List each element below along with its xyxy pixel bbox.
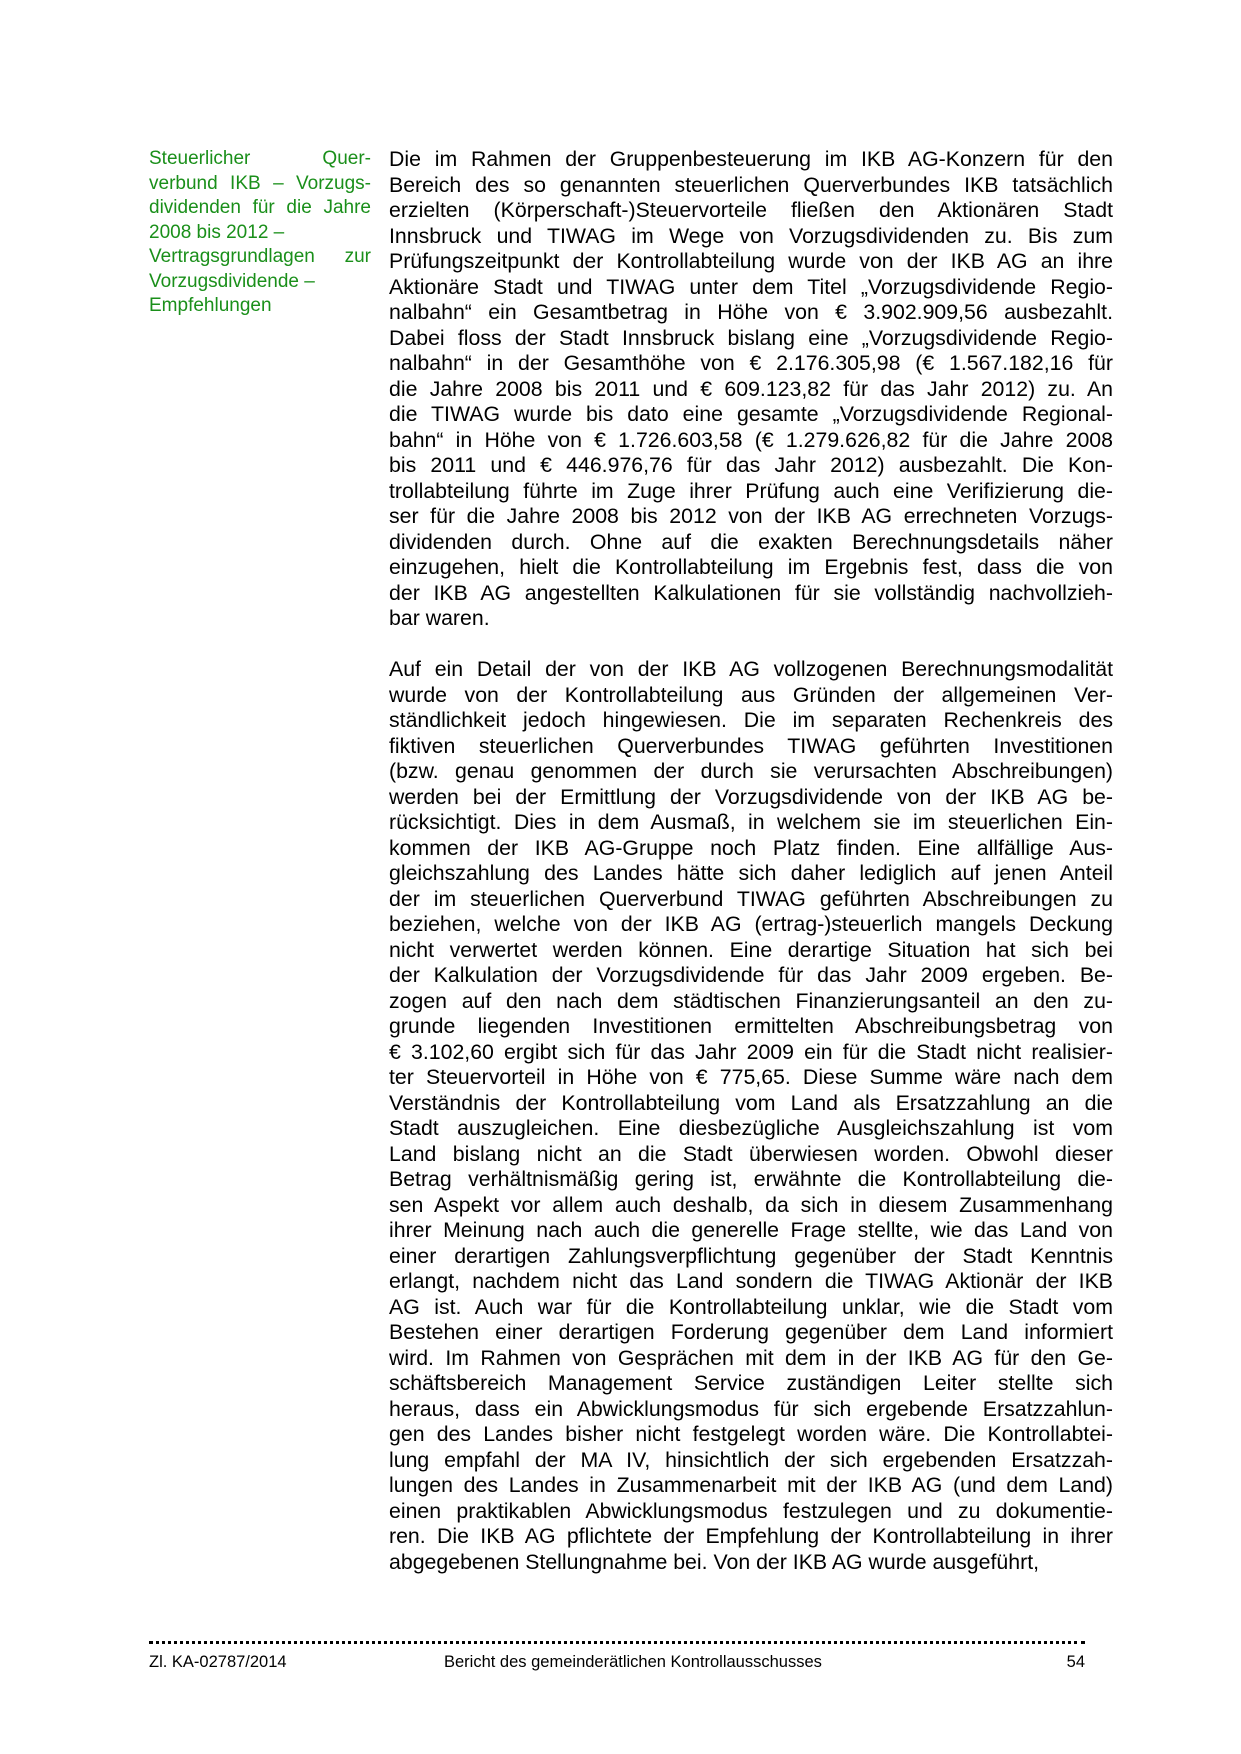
text-line: beziehen, welche von der IKB AG (ertrag-)steuerlich mangels Deckung — [389, 912, 1113, 936]
margin-heading-line: dividenden für die Jahre — [149, 197, 371, 218]
page-number: 54 — [1066, 1653, 1085, 1671]
text-line: Prüfungszeitpunkt der Kontrollabteilung wurde von der IKB AG an ihre — [389, 249, 1113, 273]
text-line: heraus, dass ein Abwicklungsmodus für sich ergebende Ersatzzahlun- — [389, 1396, 1113, 1421]
text-line: Aktionäre Stadt und TIWAG unter dem Titel „Vorzugsdividende Regio- — [389, 274, 1113, 299]
text-line: bar waren. — [389, 606, 490, 630]
report-title: Bericht des gemeinderätlichen Kontrollausschusses — [444, 1653, 822, 1671]
margin-heading-line: Steuerlicher Quer- — [149, 148, 371, 169]
text-line: sen Aspekt vor allem auch deshalb, da sich in diesem Zusammenhang — [389, 1192, 1113, 1217]
text-line: lung empfahl der MA IV, hinsichtlich der sich ergebenden Ersatzzah- — [389, 1447, 1113, 1472]
footer-divider — [149, 1641, 1085, 1644]
text-line: der Kalkulation der Vorzugsdividende für das Jahr 2009 ergeben. Be- — [389, 963, 1113, 987]
text-line: wird. Im Rahmen von Gesprächen mit dem in der IKB AG für den Ge- — [389, 1345, 1113, 1370]
text-line: die Jahre 2008 bis 2011 und € 609.123,82 für das Jahr 2012) zu. An — [389, 376, 1113, 401]
text-line: erlangt, nachdem nicht das Land sondern die TIWAG Aktionär der IKB — [389, 1269, 1113, 1293]
text-line: Bestehen einer derartigen Forderung gegenüber dem Land informiert — [389, 1320, 1113, 1344]
text-line: einzugehen, hielt die Kontrollabteilung im Ergebnis fest, dass die von — [389, 555, 1113, 579]
text-line: ren. Die IKB AG pflichtete der Empfehlung der Kontrollabteilung in ihrer — [389, 1524, 1113, 1548]
text-line: gleichszahlung des Landes hätte sich daher lediglich auf jenen Anteil — [389, 861, 1113, 885]
text-line: Land bislang nicht an die Stadt überwiesen worden. Obwohl dieser — [389, 1141, 1113, 1166]
margin-heading — [149, 147, 371, 319]
text-line: Innsbruck und TIWAG im Wege von Vorzugsdividenden zu. Bis zum — [389, 223, 1113, 248]
text-line: Dabei floss der Stadt Innsbruck bislang eine „Vorzugsdividende Regio- — [389, 325, 1113, 350]
text-line: Betrag verhältnismäßig gering ist, erwähnte die Kontrollabteilung die- — [389, 1167, 1113, 1191]
text-line: fiktiven steuerlichen Querverbundes TIWAG geführten Investitionen — [389, 733, 1113, 758]
text-line: schäftsbereich Management Service zuständigen Leiter stellte sich — [389, 1371, 1113, 1395]
text-line: rücksichtigt. Dies in dem Ausmaß, in welchem sie im steuerlichen Ein- — [389, 810, 1113, 834]
text-line: ser für die Jahre 2008 bis 2012 von der IKB AG errechneten Vorzugs- — [389, 504, 1113, 528]
text-line: Auf ein Detail der von der IKB AG vollzogenen Berechnungsmodalität — [389, 657, 1113, 681]
text-line: gen des Landes bisher nicht festgelegt worden wäre. Die Kontrollabtei- — [389, 1422, 1113, 1446]
text-line: erzielten (Körperschaft-)Steuervorteile fließen den Aktionären Stadt — [389, 198, 1113, 222]
text-line: bis 2011 und € 446.976,76 für das Jahr 2012) ausbezahlt. Die Kon- — [389, 453, 1113, 477]
paragraph — [389, 657, 1113, 1575]
text-line: nalbahn“ ein Gesamtbetrag in Höhe von € 3.902.909,56 ausbezahlt. — [389, 300, 1113, 324]
text-line: der IKB AG angestellten Kalkulationen für sie vollständig nachvollzieh- — [389, 580, 1113, 605]
text-line: kommen der IKB AG-Gruppe noch Platz finden. Eine allfällige Aus- — [389, 835, 1113, 860]
margin-heading-line: Vertragsgrundlagen zur — [149, 246, 371, 267]
text-line: Bereich des so genannten steuerlichen Querverbundes IKB tatsächlich — [389, 172, 1113, 197]
text-line: einer derartigen Zahlungsverpflichtung gegenüber der Stadt Kenntnis — [389, 1243, 1113, 1268]
text-line: grunde liegenden Investitionen ermittelten Abschreibungsbetrag von — [389, 1014, 1113, 1038]
text-line: nalbahn“ in der Gesamthöhe von € 2.176.305,98 (€ 1.567.182,16 für — [389, 351, 1113, 375]
text-line: wurde von der Kontrollabteilung aus Gründen der allgemeinen Ver- — [389, 682, 1113, 707]
text-line: AG ist. Auch war für die Kontrollabteilung unklar, wie die Stadt vom — [389, 1294, 1113, 1319]
text-line: bahn“ in Höhe von € 1.726.603,58 (€ 1.279.626,82 für die Jahre 2008 — [389, 427, 1113, 452]
text-line: abgegebenen Stellungnahme bei. Von der IKB AG wurde ausgeführt, — [389, 1549, 1040, 1574]
document-reference: Zl. KA-02787/2014 — [149, 1653, 287, 1671]
margin-heading-line: verbund IKB – Vorzugs- — [149, 172, 371, 194]
text-line: dividenden durch. Ohne auf die exakten Berechnungsdetails näher — [389, 529, 1113, 554]
text-line: Stadt auszugleichen. Eine diesbezügliche Ausgleichszahlung ist vom — [389, 1116, 1113, 1140]
body-text — [389, 147, 1113, 1575]
text-line: ständlichkeit jedoch hingewiesen. Die im separaten Rechenkreis des — [389, 708, 1113, 732]
text-line: zogen auf den nach dem städtischen Finanzierungsanteil an den zu- — [389, 988, 1113, 1013]
text-line: nicht verwertet werden können. Eine derartige Situation hat sich bei — [389, 937, 1113, 962]
text-line: der im steuerlichen Querverbund TIWAG geführten Abschreibungen zu — [389, 886, 1113, 911]
paragraph — [389, 147, 1113, 632]
text-line: die TIWAG wurde bis dato eine gesamte „Vorzugsdividende Regional- — [389, 402, 1113, 426]
text-line: trollabteilung führte im Zuge ihrer Prüfung auch eine Verifizierung die- — [389, 478, 1113, 503]
text-line: Verständnis der Kontrollabteilung vom Land als Ersatzzahlung an die — [389, 1090, 1113, 1115]
text-line: werden bei der Ermittlung der Vorzugsdividende von der IKB AG be- — [389, 784, 1113, 809]
text-line: lungen des Landes in Zusammenarbeit mit der IKB AG (und dem Land) — [389, 1473, 1113, 1497]
margin-heading-line: 2008 bis 2012 – — [149, 221, 285, 243]
text-line: ihrer Meinung nach auch die generelle Frage stellte, wie das Land von — [389, 1218, 1113, 1242]
margin-heading-line: Vorzugsdividende – — [149, 270, 315, 292]
text-line: € 3.102,60 ergibt sich für das Jahr 2009 ein für die Stadt nicht realisier- — [389, 1039, 1113, 1064]
margin-heading-line: Empfehlungen — [149, 295, 272, 316]
text-line: ter Steuervorteil in Höhe von € 775,65. Diese Summe wäre nach dem — [389, 1065, 1113, 1089]
text-line: einen praktikablen Abwicklungsmodus festzulegen und zu dokumentie- — [389, 1498, 1113, 1523]
text-line: (bzw. genau genommen der durch sie verursachten Abschreibungen) — [389, 759, 1113, 783]
text-line: Die im Rahmen der Gruppenbesteuerung im IKB AG-Konzern für den — [389, 147, 1113, 171]
